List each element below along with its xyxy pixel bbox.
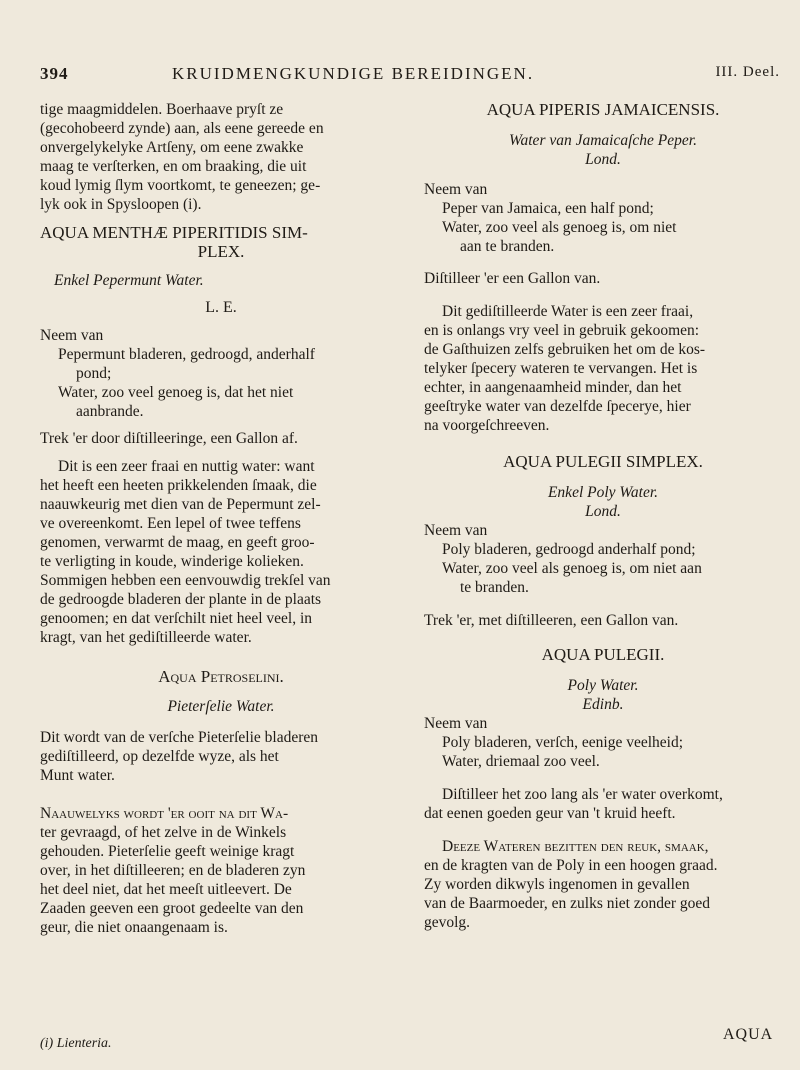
recipe-instruction: Trek 'er, met diſtilleeren, een Gallon van.: [424, 612, 679, 629]
text-line: genomen, verwarmt de maag, en geeft groo-: [40, 534, 315, 551]
description-paragraph: [40, 728, 402, 785]
ingredient-line: Poly bladeren, verſch, eenige veelheid;: [442, 734, 684, 751]
text-line: en is onlangs vry veel in gebruik gekoomen:: [424, 322, 700, 339]
commentary-paragraph: [40, 804, 402, 937]
text-line: Diſtilleer het zoo lang als 'er water overkomt,: [442, 786, 723, 803]
commentary-paragraph: [424, 302, 782, 435]
text-line: geur, die niet onaangenaam is.: [40, 919, 228, 936]
text-line: van de Baarmoeder, en zulks niet zonder goed: [424, 895, 711, 912]
text-line: na voorgeſchreeven.: [424, 417, 550, 434]
section-subtitle: Enkel Pepermunt Water.: [54, 272, 204, 289]
section-subtitle: Enkel Poly Water.: [547, 484, 659, 501]
ingredient-line: Water, zoo veel als genoeg is, om niet aan: [442, 560, 702, 577]
text-line: (gecohobeerd zynde) aan, als eene gereede en: [40, 120, 324, 137]
section-title: AQUA MENTHÆ PIPERITIDIS SIM-: [40, 223, 308, 242]
section-title: Aqua Petroselini.: [158, 667, 284, 686]
text-line: Dit gediſtilleerde Water is een zeer fraai,: [442, 303, 694, 320]
text-line: ve overeenkomt. Een lepel of twee teffens: [40, 515, 301, 532]
text-line: Dit wordt van de verſche Pieterſelie bladeren: [40, 729, 319, 746]
recipe-take: Neem van: [424, 522, 488, 539]
text-line: Munt water.: [40, 767, 115, 784]
commentary-paragraph: [40, 457, 402, 647]
text-line: koud lymig ſlym voortkomt, te geneezen; ge-: [40, 177, 321, 194]
left-column: [40, 100, 402, 937]
page-number: 394: [40, 64, 69, 83]
text-line: kragt, van het gediſtilleerde water.: [40, 629, 252, 646]
ingredient-line: Peper van Jamaica, een half pond;: [442, 200, 654, 217]
text-line: het heeft een heeten prikkelenden ſmaak, die: [40, 477, 317, 494]
text-line: Naauwelyks wordt 'er ooit na dit Wa-: [40, 805, 289, 822]
recipe-take: Neem van: [424, 715, 488, 732]
ingredient-line: Water, zoo veel als genoeg is, om niet: [442, 219, 677, 236]
text-line: Dit is een zeer fraai en nuttig water: want: [58, 458, 315, 475]
commentary-paragraph: [424, 837, 782, 932]
recipe-instruction: Trek 'er door diſtilleeringe, een Gallon af.: [40, 430, 298, 447]
ingredient-line: te branden.: [460, 579, 529, 596]
running-header: [40, 64, 780, 94]
text-line: geeſtryke water van dezelfde ſpecerye, hier: [424, 398, 691, 415]
pharmacopoeia-source: Lond.: [585, 151, 621, 168]
ingredient-list: [424, 199, 782, 256]
pharmacopoeia-source: Edinb.: [582, 696, 624, 713]
ingredient-line: aanbrande.: [76, 403, 144, 420]
section-subtitle: Water van Jamaicaſche Peper.: [509, 132, 697, 149]
text-line: Deeze Wateren bezitten den reuk, ſmaak,: [442, 838, 709, 855]
ingredient-list: [424, 733, 782, 771]
recipe-take: Neem van: [40, 327, 104, 344]
text-line: de Gaſthuizen zelfs gebruiken het om de kos-: [424, 341, 706, 358]
recipe-take: Neem van: [424, 181, 488, 198]
text-line: telyker ſpecery wateren te vervangen. Het is: [424, 360, 698, 377]
section-subtitle: Poly Water.: [567, 677, 639, 694]
section-title: AQUA PIPERIS JAMAICENSIS.: [486, 100, 720, 119]
text-line: genoomen; en dat verſchilt niet heel veel, in: [40, 610, 313, 627]
ingredient-list: [40, 345, 402, 421]
text-line: Zy worden dikwyls ingenomen in gevallen: [424, 876, 690, 893]
ingredient-line: aan te branden.: [460, 238, 555, 255]
text-line: naauwkeurig met dien van de Pepermunt zel-: [40, 496, 321, 513]
section-title: AQUA PULEGII.: [541, 645, 665, 664]
text-line: ter gevraagd, of het zelve in de Winkels: [40, 824, 287, 841]
recipe-instruction: Diſtilleer 'er een Gallon van.: [424, 270, 601, 287]
right-column: [424, 100, 782, 932]
pharmacopoeia-source: Lond.: [585, 503, 621, 520]
ingredient-line: Poly bladeren, gedroogd anderhalf pond;: [442, 541, 696, 558]
text-line: gehouden. Pieterſelie geeft weinige kragt: [40, 843, 295, 860]
text-line: en de kragten van de Poly in een hoogen graad.: [424, 857, 718, 874]
running-title: KRUIDMENGKUNDIGE BEREIDINGEN.: [172, 64, 535, 83]
text-line: lyk ook in Spysloopen (i).: [40, 196, 202, 213]
text-line: gevolg.: [424, 914, 471, 931]
text-line: over, in het diſtilleeren; en de bladeren zyn: [40, 862, 306, 879]
pharmacopoeia-source: L. E.: [205, 299, 237, 316]
text-line: te verligting in koude, winderige kolieken.: [40, 553, 304, 570]
text-line: gediſtilleerd, op dezelfde wyze, als het: [40, 748, 279, 765]
section-title: AQUA PULEGII SIMPLEX.: [503, 452, 703, 471]
section-subtitle: Pieterſelie Water.: [167, 698, 275, 715]
ingredient-line: Water, zoo veel genoeg is, dat het niet: [58, 384, 294, 401]
text-line: Zaaden geeven een groot gedeelte van den: [40, 900, 304, 917]
ingredient-line: Pepermunt bladeren, gedroogd, anderhalf: [58, 346, 315, 363]
text-line: het deel niet, dat het meeſt uitleevert. De: [40, 881, 292, 898]
recipe-instruction: [424, 785, 782, 823]
text-line: onvergelykelyke Artſeny, om eene zwakke: [40, 139, 304, 156]
text-line: Sommigen hebben een eenvouwdig trekſel van: [40, 572, 331, 589]
text-line: de gedroogde bladeren der plante in de plaats: [40, 591, 322, 608]
ingredient-list: [424, 540, 782, 597]
text-line: dat eenen goeden geur van 't kruid heeft.: [424, 805, 676, 822]
part-label: III. Deel.: [715, 64, 780, 80]
section-title-cont: PLEX.: [197, 242, 245, 261]
text-line: tige maagmiddelen. Boerhaave pryſt ze: [40, 101, 284, 118]
intro-paragraph: [40, 100, 402, 214]
text-line: echter, in aangenaamheid minder, dan het: [424, 379, 682, 396]
text-line: maag te verſterken, en om braaking, die uit: [40, 158, 307, 175]
ingredient-line: Water, driemaal zoo veel.: [442, 753, 600, 770]
ingredient-line: pond;: [76, 365, 112, 382]
catchword: AQUA: [723, 1026, 774, 1043]
footnote: (i) Lienteria.: [40, 1036, 112, 1051]
